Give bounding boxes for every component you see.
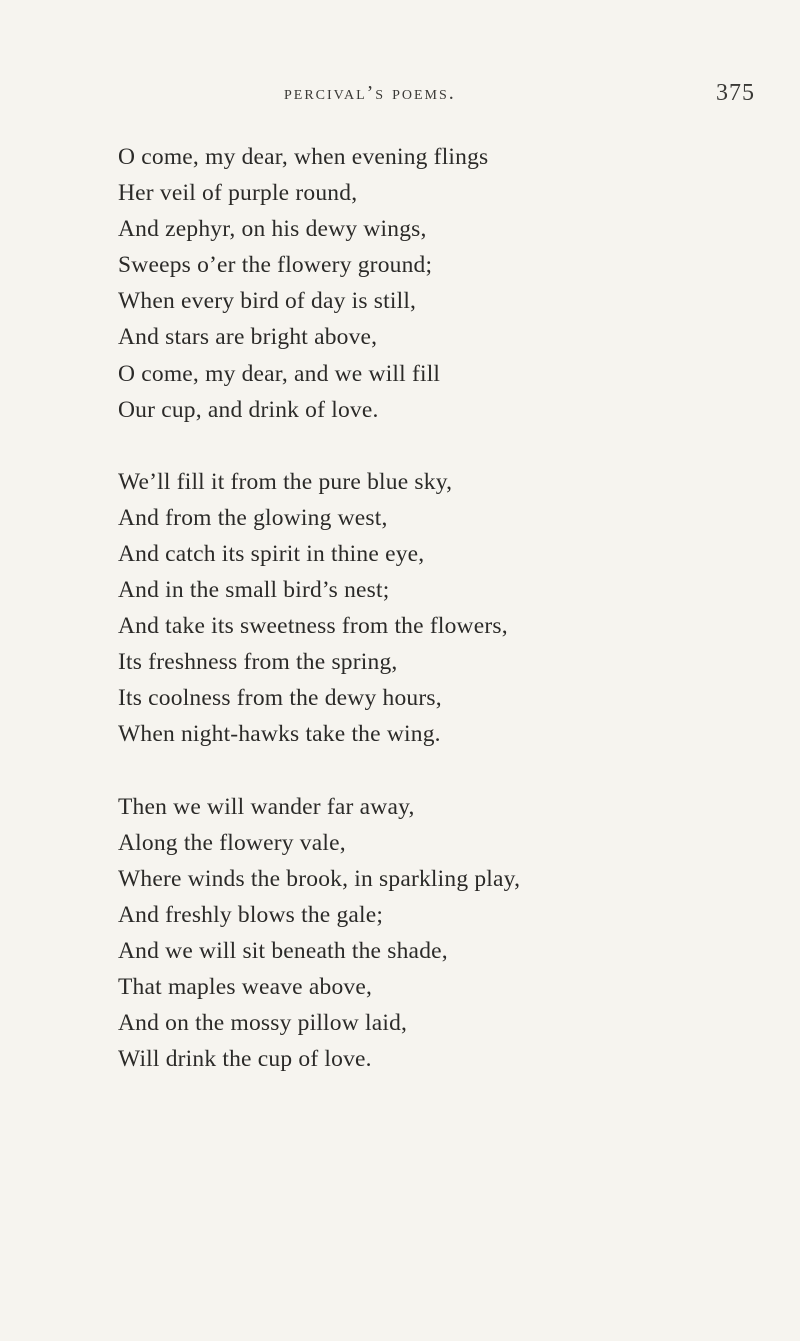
running-title: percival’s poems. [284,82,456,104]
poem-line: And from the glowing west, [118,504,388,531]
poem-line: And zephyr, on his dewy wings, [118,216,427,243]
poem-line: And in the small bird’s nest; [118,577,390,604]
poem-line: And freshly blows the gale; [118,901,384,928]
poem-line: O come, my dear, when evening flings [118,144,489,170]
poem-line: Then we will wander far away, [118,793,415,820]
poem-line: And take its sweetness from the flowers, [118,613,508,640]
poem-line: Sweeps o’er the flowery ground; [118,252,433,279]
poem-line: And stars are bright above, [118,324,378,351]
running-head [0,82,800,112]
poem-line: Her veil of purple round, [118,180,358,207]
poem-line: And catch its spirit in thine eye, [118,540,425,567]
poem-line: Along the flowery vale, [118,829,346,856]
stanza-1 [118,139,788,428]
page-number: 375 [716,80,755,106]
poem-line: O come, my dear, and we will fill [118,360,441,387]
poem-line: Will drink the cup of love. [118,1046,372,1073]
poem-line: That maples weave above, [118,973,373,1000]
poem-line: Its coolness from the dewy hours, [118,685,442,712]
poem-line: Our cup, and drink of love. [118,396,379,423]
poem-line: And on the mossy pillow laid, [118,1010,408,1037]
poem-line: Its freshness from the spring, [118,649,398,676]
poem-line: And we will sit beneath the shade, [118,937,448,964]
stanza-3 [118,789,788,1078]
poem-line: When night-hawks take the wing. [118,721,441,748]
stanza-2 [118,464,788,753]
poem-line: Where winds the brook, in sparkling play, [118,865,521,892]
poem-line: When every bird of day is still, [118,288,417,315]
poem [118,139,788,1113]
poem-line: We’ll fill it from the pure blue sky, [118,468,453,495]
